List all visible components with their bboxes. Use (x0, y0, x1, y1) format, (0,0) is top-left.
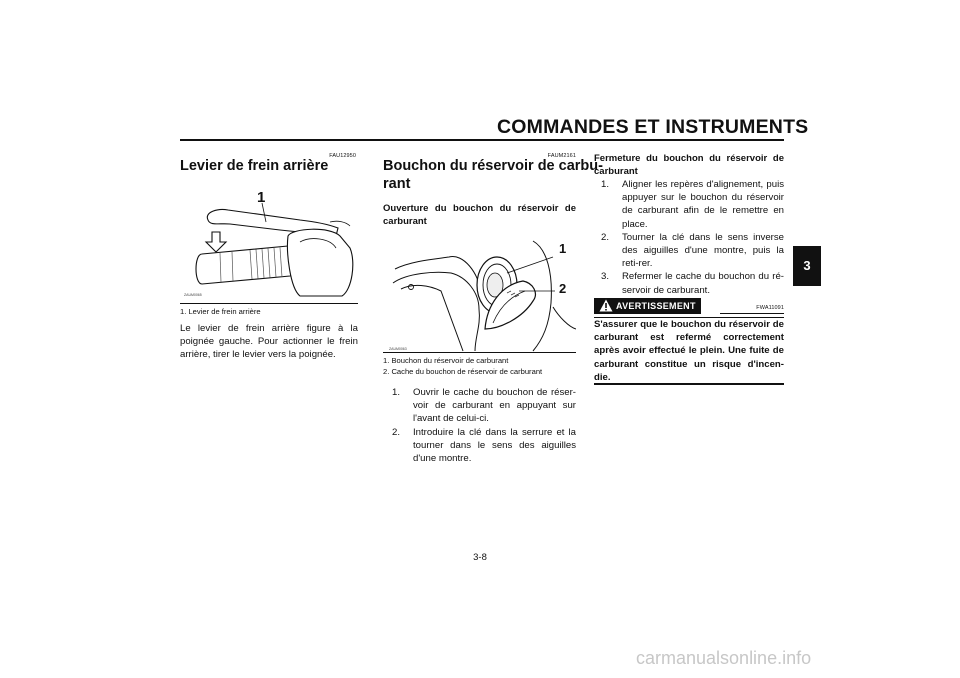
brake-lever-drawing (180, 192, 358, 304)
rear-brake-lever-illustration (180, 189, 358, 304)
step-number: 3. (601, 271, 610, 283)
fuel-cap-illustration (383, 233, 576, 352)
header-rule (180, 139, 784, 141)
section-heading-rear-brake: Levier de frein arrière (180, 158, 329, 174)
figure-id: ZAUM0063 (389, 347, 407, 351)
figure-caption: 1. Levier de frein arrière (180, 307, 261, 316)
section-heading-fuel-cap (383, 157, 603, 193)
section-code: FAU12950 (329, 153, 356, 159)
step-number: 2. (392, 426, 401, 438)
warning-badge (594, 298, 701, 314)
step-text: Refermer le cache du bouchon du ré-servoir de carburant. (622, 271, 784, 296)
heading-line-2: rant (383, 176, 411, 192)
step-text: Ouvrir le cache du bouchon de réser-voir de carburant en appuyant sur l'avant de celui-ci. (413, 387, 576, 425)
caption-rule (383, 352, 576, 353)
warning-code: FWA11091 (756, 305, 784, 311)
closing-steps (601, 178, 784, 297)
list-item (601, 231, 784, 271)
caption-rule (180, 303, 358, 304)
warning-text: S'assurer que le bouchon du réservoir de carburant est refermé correctement après avoir effectué le plein. Une fuite de carburant constitue un risque d'incen-die. (594, 319, 784, 383)
rear-brake-body: Le levier de frein arrière figure à la poignée gauche. Pour actionner le frein arrière, tirer le levier vers la poignée. (180, 323, 358, 361)
list-item (601, 270, 784, 296)
subheading-opening: Ouverture du bouchon du réservoir de carburant (383, 203, 576, 227)
fuel-cap-drawing (383, 233, 576, 352)
warning-label: AVERTISSEMENT (616, 301, 696, 311)
list-item (601, 178, 784, 231)
callout-1: 1 (257, 189, 266, 206)
step-number: 1. (392, 387, 401, 398)
warning-label-rule (720, 313, 784, 314)
step-number: 2. (601, 231, 610, 243)
subheading-closing: Fermeture du bouchon du réservoir de carburant (594, 153, 784, 177)
list-item (392, 386, 576, 426)
step-text: Tourner la clé dans le sens inverse des aiguilles d'une montre, puis la reti-rer. (622, 231, 784, 270)
warning-triangle-icon (599, 299, 613, 317)
opening-steps (392, 386, 576, 465)
heading-line-1: Bouchon du réservoir de carbu- (383, 158, 603, 174)
step-number: 1. (601, 179, 610, 190)
page-number: 3-8 (473, 552, 487, 563)
figure-caption-1: 1. Bouchon du réservoir de carburant (383, 356, 509, 365)
warning-bottom-rule (594, 383, 784, 385)
list-item (392, 426, 576, 466)
section-code: FAUM2161 (547, 153, 576, 159)
step-text: Introduire la clé dans la serrure et la tourner dans le sens des aiguilles d'une montre. (413, 426, 576, 465)
page-header-title: COMMANDES ET INSTRUMENTS (497, 116, 809, 138)
figure-caption-2: 2. Cache du bouchon de réservoir de carburant (383, 367, 543, 376)
callout-1: 1 (559, 241, 567, 256)
step-text: Aligner les repères d'alignement, puis appuyer sur le bouchon du réservoir de carburant afin de le remettre en place. (622, 179, 784, 230)
callout-2: 2 (559, 281, 567, 296)
chapter-tab: 3 (793, 246, 821, 286)
figure-id: ZAUM0065 (184, 293, 202, 297)
watermark: carmanualsonline.info (636, 648, 812, 668)
